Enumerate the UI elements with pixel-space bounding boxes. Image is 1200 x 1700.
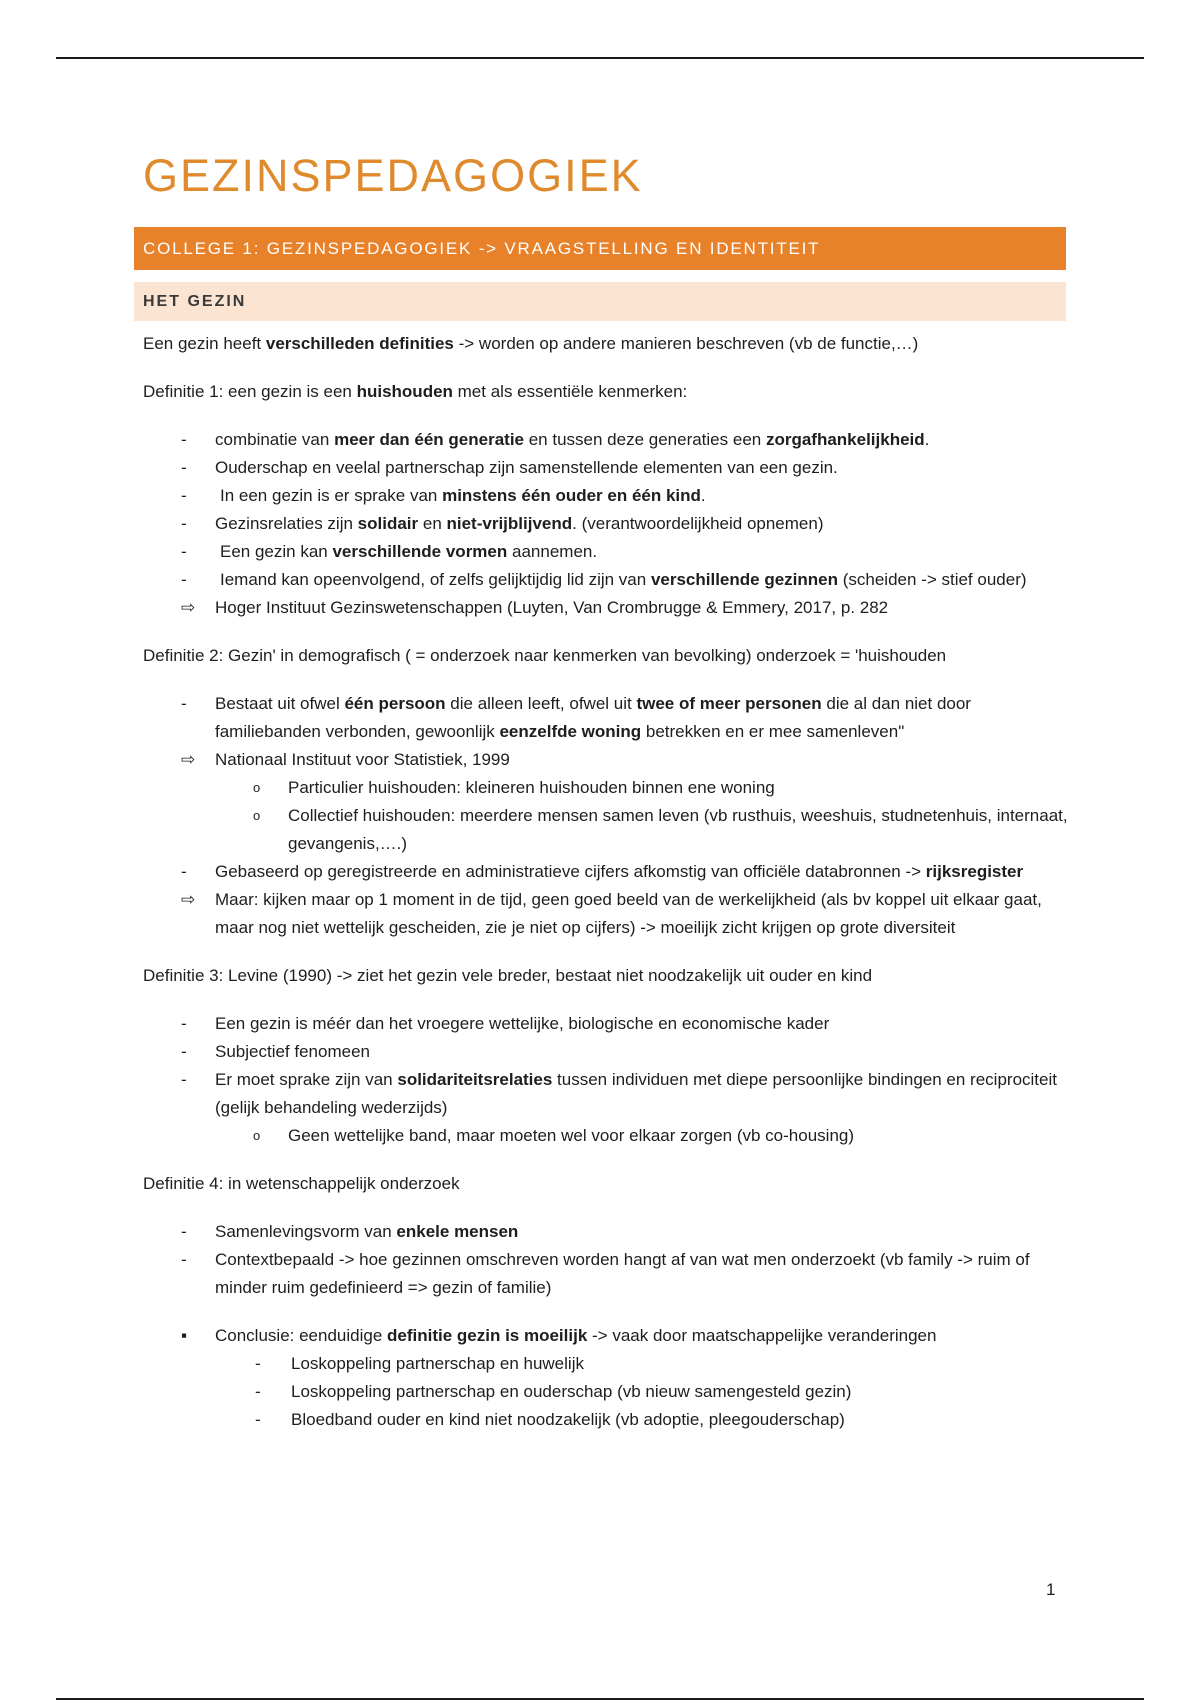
definition-3-list: [143, 1010, 1073, 1150]
list-item: - Contextbepaald -> hoe gezinnen omschreven worden hangt af van wat men onderzoekt (vb family -> ruim of minder ruim gedefinieerd => gezin of familie): [181, 1250, 1030, 1297]
heading-college-1: COLLEGE 1: GEZINSPEDAGOGIEK -> VRAAGSTELLING EN IDENTITEIT: [134, 227, 1066, 270]
definition-2-list: [143, 690, 1073, 942]
square-bullet-icon: ▪: [181, 1326, 188, 1345]
list-item: - Subjectief fenomeen: [181, 1042, 370, 1061]
list-item: - Bestaat uit ofwel één persoon die alleen leeft, ofwel uit twee of meer personen die al dan niet door familiebanden verbonden, gewoonlijk eenzelfde woning betrekken en er mee samenleven": [181, 694, 971, 741]
list-item: - Iemand kan opeenvolgend, of zelfs gelijktijdig lid zijn van verschillende gezinnen (scheiden -> stief ouder): [181, 570, 1027, 589]
definition-4-text: Definitie 4: in wetenschappelijk onderzoek: [143, 1174, 460, 1193]
sub-item: o Geen wettelijke band, maar moeten wel voor elkaar zorgen (vb co-housing): [143, 1122, 1073, 1150]
circle-bullet-icon: o: [253, 808, 261, 823]
conclusion-list: [143, 1322, 1073, 1434]
sub-item: o Collectief huishouden: meerdere mensen samen leven (vb rusthuis, weeshuis, studnetenhuis, internaat, gevangenis,….): [143, 802, 1073, 858]
sub-item: - Loskoppeling partnerschap en ouderschap (vb nieuw samengesteld gezin): [255, 1382, 852, 1401]
sub-item: - Bloedband ouder en kind niet noodzakelijk (vb adoptie, pleegouderschap): [255, 1410, 845, 1429]
document-title: GEZINSPEDAGOGIEK: [143, 150, 643, 201]
arrow-icon: ⇨: [181, 750, 196, 769]
definition-3-text: Definitie 3: Levine (1990) -> ziet het gezin vele breder, bestaat niet noodzakelijk uit ouder en kind: [143, 966, 873, 985]
list-item: - Samenlevingsvorm van enkele mensen: [181, 1222, 519, 1241]
sub-item: - Loskoppeling partnerschap en huwelijk: [255, 1354, 584, 1373]
list-item: - combinatie van meer dan één generatie en tussen deze generaties een zorgafhankelijkheid.: [181, 430, 930, 449]
definition-4-list: [143, 1218, 1073, 1302]
circle-bullet-icon: o: [253, 780, 261, 795]
definition-2-text: Definitie 2: Gezin' in demografisch ( = onderzoek naar kenmerken van bevolking) onderzoek = 'huishouden: [143, 646, 947, 665]
intro-paragraph: Een gezin heeft verschilleden definities -> worden op andere manieren beschreven (vb de functie,…): [143, 334, 919, 353]
source-item: ⇨ Nationaal Instituut voor Statistiek, 1999: [143, 746, 1073, 774]
note-item: ⇨ Maar: kijken maar op 1 moment in de tijd, geen goed beeld van de werkelijkheid (als bv koppel uit elkaar gaat, maar nog niet wettelijk gescheiden, zie je niet op cijfers) -> moeilijk zicht krijgen op grote diversiteit: [143, 886, 1073, 942]
list-item: - Ouderschap en veelal partnerschap zijn samenstellende elementen van een gezin.: [181, 458, 838, 477]
list-item: - Een gezin is méér dan het vroegere wettelijke, biologische en economische kader: [181, 1014, 830, 1033]
source-item: ⇨ Hoger Instituut Gezinswetenschappen (Luyten, Van Crombrugge & Emmery, 2017, p. 282: [143, 594, 1073, 622]
definition-1-list: [143, 426, 1073, 622]
page-number: 1: [1046, 1580, 1056, 1599]
list-item: - Gebaseerd op geregistreerde en administratieve cijfers afkomstig van officiële databronnen -> rijksregister: [181, 862, 1024, 881]
heading-het-gezin: HET GEZIN: [134, 282, 1066, 321]
conclusion-item: ▪ Conclusie: eenduidige definitie gezin is moeilijk -> vaak door maatschappelijke veranderingen: [143, 1322, 1073, 1350]
list-item: - Een gezin kan verschillende vormen aannemen.: [181, 542, 598, 561]
list-item: - Gezinsrelaties zijn solidair en niet-vrijblijvend. (verantwoordelijkheid opnemen): [181, 514, 824, 533]
list-item: - Er moet sprake zijn van solidariteitsrelaties tussen individuen met diepe persoonlijke bindingen en reciprociteit (gelijk behandeling wederzijds): [181, 1070, 1057, 1117]
top-rule: [56, 57, 1144, 59]
circle-bullet-icon: o: [253, 1128, 261, 1143]
arrow-icon: ⇨: [181, 890, 196, 909]
arrow-icon: ⇨: [181, 598, 196, 617]
list-item: - In een gezin is er sprake van minstens één ouder en één kind.: [181, 486, 706, 505]
sub-item: o Particulier huishouden: kleineren huishouden binnen ene woning: [143, 774, 1073, 802]
document-body: [143, 330, 1073, 1434]
definition-1-text: Definitie 1: een gezin is een huishouden met als essentiële kenmerken:: [143, 382, 688, 401]
